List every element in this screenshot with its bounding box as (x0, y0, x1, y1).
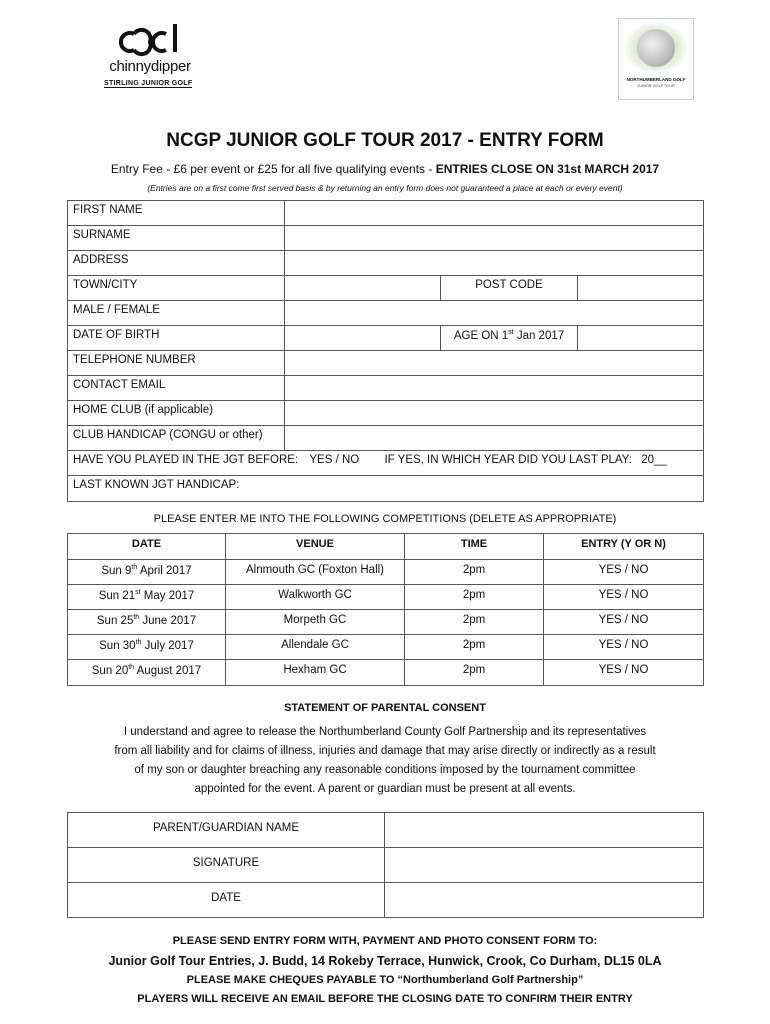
comp-time: 2pm (404, 634, 544, 660)
footer-confirm: PLAYERS WILL RECEIVE AN EMAIL BEFORE THE CLOSING DATE TO CONFIRM THEIR ENTRY (137, 993, 633, 1005)
col-header-venue: VENUE (225, 533, 405, 560)
last-handicap-row[interactable] (67, 475, 704, 502)
comp-time: 2pm (404, 609, 544, 635)
comp-entry[interactable]: YES / NO (543, 584, 704, 610)
comp-date-post: April 2017 (137, 564, 192, 577)
email-label: CONTACT EMAIL (67, 375, 285, 401)
comp-date-post: June 2017 (139, 614, 197, 627)
comp-entry[interactable]: YES / NO (543, 634, 704, 660)
chinnydipper-logo (100, 22, 200, 92)
comp-date-pre: Sun 20 (91, 664, 129, 677)
logo-line-2: JUNIOR GOLF TOUR (637, 84, 675, 88)
first-name-field[interactable] (284, 200, 704, 226)
logo-tagline: STIRLING JUNIOR GOLF (104, 80, 193, 87)
comp-date-pre: Sun 21 (98, 589, 136, 602)
footer-line-1: PLEASE SEND ENTRY FORM WITH, PAYMENT AND PHOTO CONSENT FORM TO: (172, 935, 598, 947)
gender-field[interactable] (284, 300, 704, 326)
comp-venue: Morpeth GC (225, 609, 405, 635)
page-title: NCGP JUNIOR GOLF TOUR 2017 - ENTRY FORM (166, 130, 604, 151)
entries-note: (Entries are on a first come first served basis & by returning an entry form does not guaranteed a place at each or every event) (147, 183, 623, 193)
comp-date-sup: th (128, 664, 135, 671)
home-club-field[interactable] (284, 400, 704, 426)
ngp-logo (618, 18, 694, 100)
comp-date-post: July 2017 (141, 639, 194, 652)
comp-date-sup: th (133, 614, 140, 621)
comp-date-post: May 2017 (140, 589, 195, 602)
surname-field[interactable] (284, 225, 704, 251)
phone-field[interactable] (284, 350, 704, 376)
consent-line-1: I understand and agree to release the Northumberland County Golf Partnership and its representatives (123, 726, 647, 738)
dob-label: DATE OF BIRTH (67, 325, 285, 351)
comp-date (67, 584, 226, 610)
played-before-row[interactable] (67, 450, 704, 476)
comp-venue: Allendale GC (225, 634, 405, 660)
comp-venue: Hexham GC (225, 659, 405, 686)
comp-date-sup: st (135, 589, 141, 596)
comp-time: 2pm (404, 659, 544, 686)
address-field[interactable] (284, 250, 704, 276)
address-label: ADDRESS (67, 250, 285, 276)
handicap-label: CLUB HANDICAP (CONGU or other) (67, 425, 285, 451)
comp-entry[interactable]: YES / NO (543, 659, 704, 686)
entries-close-text: ENTRIES CLOSE ON 31st MARCH 2017 (435, 162, 660, 176)
played-yes-no[interactable]: YES / NO (309, 454, 360, 466)
comp-entry[interactable]: YES / NO (543, 609, 704, 635)
signature-label: SIGNATURE (67, 847, 385, 883)
comp-date-pre: Sun 30 (99, 639, 136, 652)
entry-fee-text (0, 162, 770, 176)
consent-heading: STATEMENT OF PARENTAL CONSENT (284, 702, 486, 714)
logo-brand-text: chinnydipper (109, 58, 191, 75)
first-name-label: FIRST NAME (67, 200, 285, 226)
postcode-label: POST CODE (440, 275, 578, 301)
logo-line-1: NORTHUMBERLAND GOLF (626, 77, 686, 82)
comp-venue: Walkworth GC (225, 584, 405, 610)
age-label-sup: st (508, 329, 514, 336)
consent-line-2: from all liability and for claims of illness, injuries and damage that may arise directly or indirectly as a result (114, 745, 656, 757)
comp-date (67, 609, 226, 635)
comp-date-sup: th (135, 639, 142, 646)
age-label-pre: AGE ON 1 (453, 329, 509, 342)
comp-date (67, 559, 226, 585)
fee-text: Entry Fee - £6 per event or £25 for all five qualifying events - (110, 162, 436, 176)
phone-label: TELEPHONE NUMBER (67, 350, 285, 376)
dob-field[interactable] (284, 325, 441, 351)
col-header-date: DATE (67, 533, 226, 560)
guardian-name-field[interactable] (384, 812, 704, 848)
comp-date-pre: Sun 9 (101, 564, 132, 577)
last-year-blank[interactable]: 20__ (641, 454, 667, 466)
comp-date-sup: th (131, 564, 138, 571)
comp-date (67, 634, 226, 660)
comp-date-pre: Sun 25 (96, 614, 134, 627)
consent-date-field[interactable] (384, 882, 704, 918)
town-label: TOWN/CITY (67, 275, 285, 301)
age-label-post: Jan 2017 (513, 329, 565, 342)
signature-field[interactable] (384, 847, 704, 883)
col-header-time: TIME (404, 533, 544, 560)
comp-entry[interactable]: YES / NO (543, 559, 704, 585)
played-before-label: HAVE YOU PLAYED IN THE JGT BEFORE: (73, 454, 299, 466)
guardian-name-label: PARENT/GUARDIAN NAME (67, 812, 385, 848)
logo-mark-icon (100, 22, 200, 58)
home-club-label: HOME CLUB (if applicable) (67, 400, 285, 426)
golf-ball-icon (637, 29, 675, 67)
footer-address: Junior Golf Tour Entries, J. Budd, 14 Rokeby Terrace, Hunwick, Crook, Co Durham, DL15 0LA (108, 954, 662, 968)
town-field[interactable] (284, 275, 441, 301)
last-year-label: IF YES, IN WHICH YEAR DID YOU LAST PLAY: (384, 454, 632, 466)
postcode-field[interactable] (577, 275, 704, 301)
comp-date (67, 659, 226, 686)
comp-date-post: August 2017 (134, 664, 202, 677)
age-field[interactable] (577, 325, 704, 351)
handicap-field[interactable] (284, 425, 704, 451)
consent-date-label: DATE (67, 882, 385, 918)
comp-time: 2pm (404, 584, 544, 610)
last-handicap-label: LAST KNOWN JGT HANDICAP: (73, 479, 240, 491)
surname-label: SURNAME (67, 225, 285, 251)
consent-line-4: appointed for the event. A parent or guardian must be present at all events. (194, 783, 576, 795)
col-header-entry: ENTRY (Y OR N) (543, 533, 704, 560)
consent-line-3: of my son or daughter breaching any reasonable conditions imposed by the tournament committee (134, 764, 636, 776)
email-field[interactable] (284, 375, 704, 401)
competitions-heading: PLEASE ENTER ME INTO THE FOLLOWING COMPETITIONS (DELETE AS APPROPRIATE) (153, 513, 617, 525)
gender-label: MALE / FEMALE (67, 300, 285, 326)
comp-time: 2pm (404, 559, 544, 585)
comp-venue: Alnmouth GC (Foxton Hall) (225, 559, 405, 585)
footer-cheques: PLEASE MAKE CHEQUES PAYABLE TO “Northumberland Golf Partnership” (186, 974, 584, 986)
age-label (440, 325, 578, 351)
